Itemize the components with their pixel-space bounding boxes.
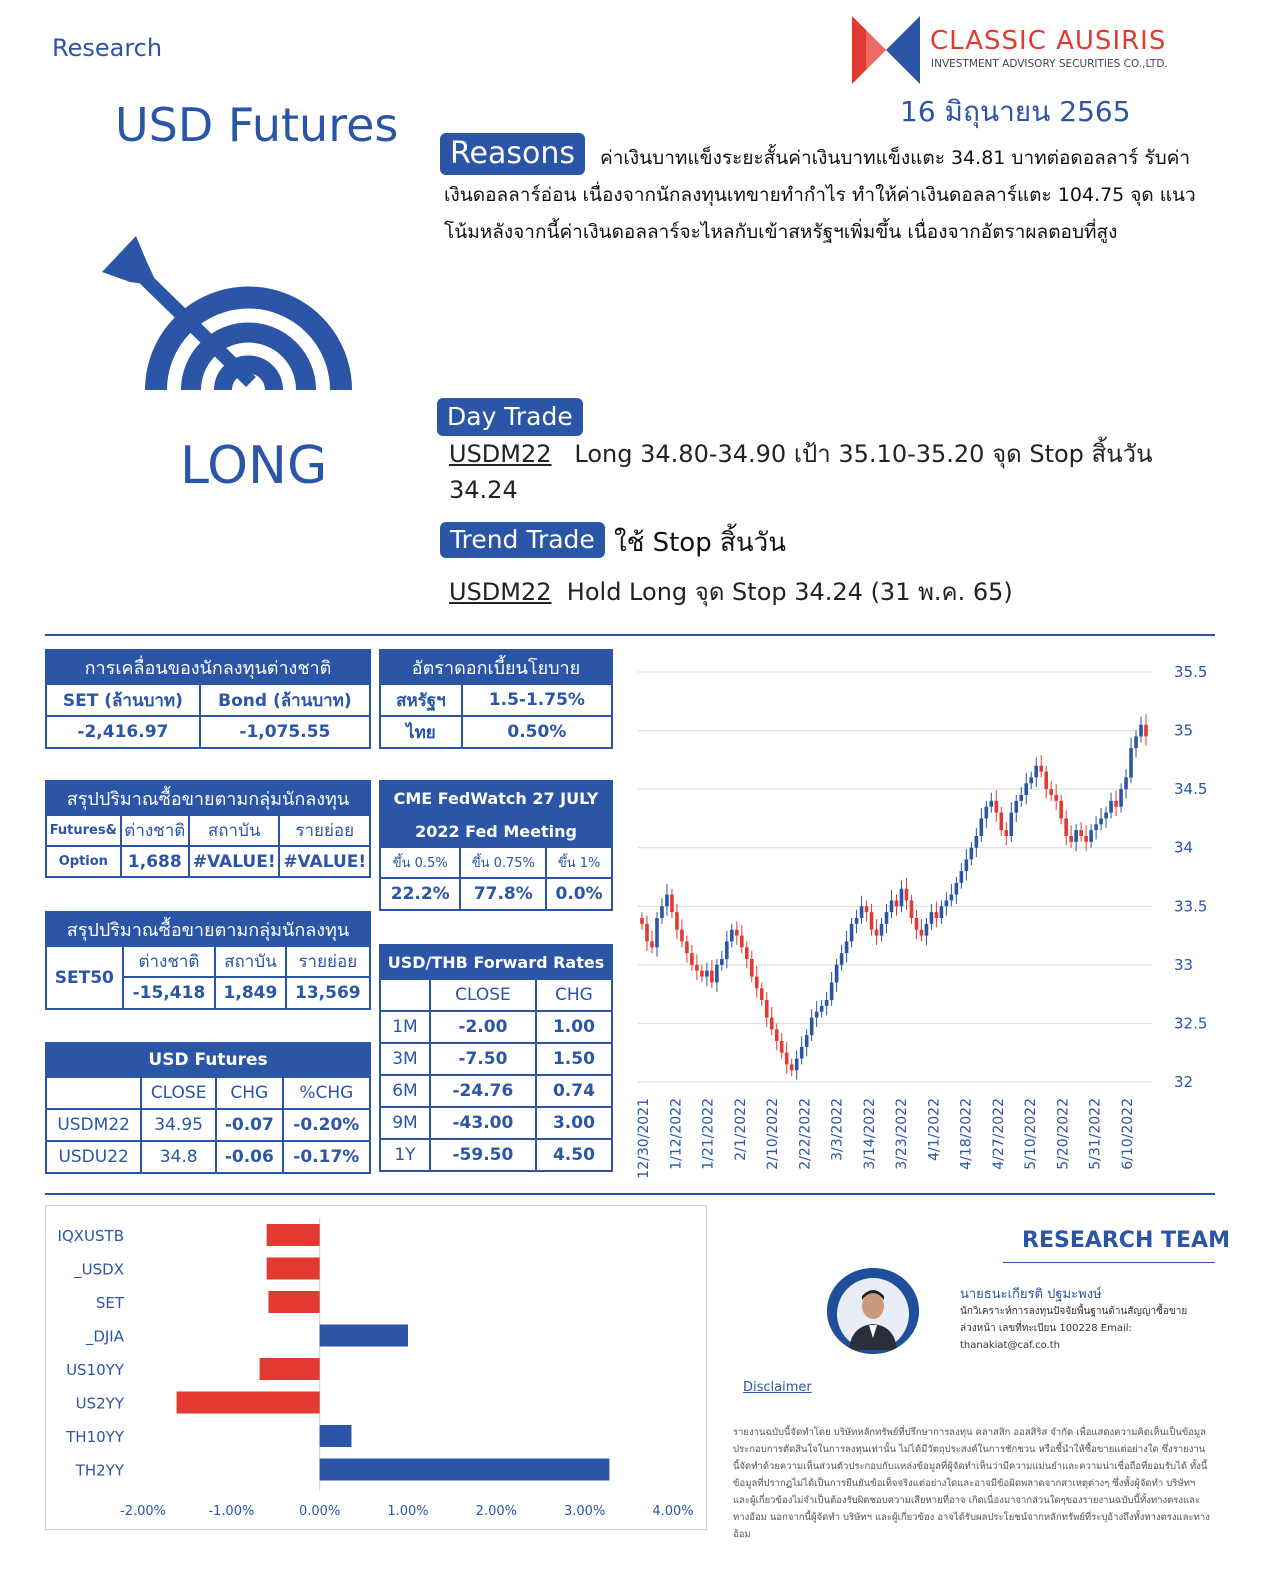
category-label: _USDX — [74, 1260, 124, 1279]
table-header: %CHG — [283, 1077, 370, 1109]
table-cell: 0.74 — [536, 1075, 612, 1107]
table-cell: 1.50 — [536, 1043, 612, 1075]
brand-name: CLASSIC AUSIRIS — [930, 26, 1167, 56]
candle-body — [955, 883, 959, 895]
candle-body — [1034, 766, 1038, 778]
x-tick-label: 12/30/2021 — [636, 1098, 652, 1179]
candle-body — [1094, 824, 1098, 830]
candle-body — [660, 906, 664, 918]
forward-rates-table — [379, 944, 613, 1172]
candle-body — [980, 818, 984, 836]
table-cell: ไทย — [380, 716, 462, 748]
y-tick-label: 35 — [1174, 721, 1194, 740]
candle-body — [1099, 818, 1103, 824]
x-tick-label: 6/10/2022 — [1120, 1098, 1136, 1170]
candle-body — [915, 918, 919, 930]
x-tick-label: 2.00% — [475, 1504, 517, 1519]
x-tick-label: 3/3/2022 — [829, 1098, 846, 1161]
candle-body — [800, 1047, 804, 1059]
y-tick-label: 32.5 — [1174, 1014, 1208, 1033]
table-header: ขึ้น 1% — [546, 847, 612, 878]
table-header: รายย่อย — [279, 815, 370, 846]
x-tick-label: 2/10/2022 — [765, 1098, 782, 1170]
table-cell: 34.95 — [141, 1109, 216, 1141]
candle-body — [750, 959, 754, 977]
candle-body — [1079, 830, 1083, 836]
candle-body — [1139, 725, 1143, 737]
candle-body — [1049, 789, 1053, 795]
table-cell: -0.20% — [283, 1109, 370, 1141]
table-title: USD Futures — [46, 1043, 370, 1077]
candle-body — [685, 941, 689, 953]
table-header — [46, 1077, 141, 1109]
candle-body — [900, 889, 904, 907]
table-cell: 1Y — [380, 1139, 430, 1171]
category-label: TH2YY — [75, 1461, 124, 1480]
candle-body — [745, 947, 749, 959]
table-cell: 13,569 — [286, 977, 370, 1009]
table-cell: 34.8 — [141, 1141, 216, 1173]
table-header: CHG — [216, 1077, 283, 1109]
x-tick-label: 3/23/2022 — [894, 1098, 911, 1170]
candle-body — [930, 912, 934, 924]
table-cell: 6M — [380, 1075, 430, 1107]
x-tick-label: 4/1/2022 — [926, 1098, 943, 1161]
category-label: US10YY — [66, 1361, 124, 1379]
candle-body — [1114, 801, 1118, 807]
table-header: CLOSE — [141, 1077, 216, 1109]
trend-trade-tag: Trend Trade — [440, 522, 605, 558]
table-cell: -59.50 — [430, 1139, 536, 1171]
candle-body — [1054, 795, 1058, 801]
candle-body — [845, 941, 849, 953]
bar — [267, 1224, 320, 1246]
table-title: การเคลื่อนของนักลงทุนต่างชาติ — [46, 650, 370, 684]
table-cell: 1.00 — [536, 1011, 612, 1043]
candle-body — [705, 971, 709, 977]
table-header: ต่างชาติ — [123, 946, 216, 977]
table-header: สถาบัน — [215, 946, 285, 977]
candle-body — [1074, 830, 1078, 842]
x-tick-label: 5/20/2022 — [1055, 1098, 1072, 1170]
target-arrow-icon — [96, 230, 356, 400]
table-cell: Futures& — [46, 815, 121, 846]
bar — [177, 1392, 320, 1414]
table-cell: USDM22 — [46, 1109, 141, 1141]
reasons-text: ค่าเงินบาทแข็งระยะสั้นค่าเงินบาทแข็งแตะ 34.81 บาทต่อดอลลาร์ รับค่าเงินดอลลาร์อ่อน เนื่องจากนักลงทุนเทขายทำกำไร ทำให้ค่าเงินดอลลาร์แตะ 104.75 จุด แนวโน้มหลังจากนี้ค่าเงินดอลลาร์จะไหลกับเข้าสหรัฐฯเพิ่มขึ้น เนื่องจากอัตราผลตอบที่สูง — [444, 147, 1196, 243]
candle-body — [1124, 777, 1128, 789]
candle-body — [985, 807, 989, 819]
candle-body — [810, 1018, 814, 1036]
candle-body — [785, 1053, 789, 1065]
day-trade-symbol: USDM22 — [449, 440, 552, 468]
foreign-flow-table — [45, 649, 371, 749]
category-label: US2YY — [75, 1394, 124, 1413]
candle-body — [755, 977, 759, 989]
table-cell: 22.2% — [380, 878, 460, 910]
y-tick-label: 35.5 — [1174, 663, 1208, 681]
candle-body — [775, 1029, 779, 1041]
candle-body — [920, 930, 924, 936]
bar — [320, 1425, 352, 1447]
candle-body — [835, 965, 839, 983]
table-subtitle: 2022 Fed Meeting — [380, 815, 612, 847]
category-label: IQXUSTB — [57, 1227, 124, 1245]
report-date: 16 มิถุนายน 2565 — [900, 95, 1131, 128]
candle-body — [650, 941, 654, 947]
page-title: USD Futures — [115, 98, 399, 152]
candle-body — [665, 895, 669, 907]
table-header: CLOSE — [430, 979, 536, 1011]
x-tick-label: 0.00% — [299, 1504, 341, 1519]
candle-body — [1134, 736, 1138, 748]
candle-body — [710, 971, 714, 983]
candle-body — [715, 965, 719, 983]
brand-subtitle: INVESTMENT ADVISORY SECURITIES CO.,LTD. — [931, 58, 1168, 70]
table-cell: 1,688 — [121, 846, 189, 877]
table-cell: 4.50 — [536, 1139, 612, 1171]
candle-body — [965, 859, 969, 871]
table-cell: -0.06 — [216, 1141, 283, 1173]
candle-body — [895, 900, 899, 906]
candle-body — [740, 936, 744, 948]
candle-body — [680, 930, 684, 942]
table-cell: 0.0% — [546, 878, 612, 910]
bar — [260, 1358, 320, 1380]
trend-trade-text: Hold Long จุด Stop 34.24 (31 พ.ค. 65) — [566, 578, 1013, 606]
candle-body — [1129, 748, 1133, 777]
bar — [320, 1459, 610, 1481]
candle-body — [735, 930, 739, 936]
section-label: Research — [52, 34, 163, 62]
candle-body — [730, 930, 734, 942]
trend-trade-line — [449, 572, 1013, 611]
candle-body — [994, 801, 998, 813]
candle-body — [885, 912, 889, 924]
market-change-bar-chart — [46, 1206, 708, 1531]
candle-body — [880, 924, 884, 936]
candle-body — [875, 930, 879, 936]
analyst-avatar-icon — [827, 1268, 919, 1354]
x-tick-label: 4/18/2022 — [958, 1098, 975, 1170]
x-tick-label: -2.00% — [120, 1504, 166, 1519]
x-tick-label: 4.00% — [652, 1504, 694, 1519]
x-tick-label: 5/10/2022 — [1023, 1098, 1040, 1170]
x-tick-label: 1/21/2022 — [700, 1098, 717, 1170]
table-header: รายย่อย — [286, 946, 370, 977]
candle-body — [645, 924, 649, 942]
candle-body — [670, 895, 674, 913]
candle-body — [1064, 818, 1068, 836]
set50-flow-table — [45, 911, 371, 1010]
candle-body — [905, 889, 909, 901]
table-title: อัตราดอกเบี้ยนโยบาย — [380, 650, 612, 684]
x-tick-label: 3/14/2022 — [861, 1098, 878, 1170]
candle-body — [805, 1035, 809, 1047]
candle-body — [1069, 836, 1073, 842]
table-cell: -2.00 — [430, 1011, 536, 1043]
candle-body — [1009, 813, 1013, 836]
candle-body — [640, 918, 644, 924]
candle-body — [815, 1012, 819, 1018]
company-logo-icon — [852, 16, 920, 84]
candle-body — [1089, 830, 1093, 842]
candle-body — [865, 906, 869, 912]
table-header: ขึ้น 0.75% — [460, 847, 546, 878]
candle-body — [1044, 772, 1048, 790]
candle-body — [999, 813, 1003, 831]
divider-top — [45, 634, 1215, 636]
candle-body — [820, 1006, 824, 1012]
candle-body — [1104, 813, 1108, 819]
day-trade-tag: Day Trade — [437, 398, 583, 436]
candle-body — [760, 988, 764, 1000]
policy-rate-table — [379, 649, 613, 749]
table-title: สรุปปริมาณซื้อขายตามกลุ่มนักลงทุน — [46, 912, 370, 946]
candle-body — [1004, 830, 1008, 836]
category-label: TH10YY — [66, 1428, 124, 1446]
position-signal: LONG — [180, 436, 328, 496]
candle-body — [940, 906, 944, 918]
table-cell: -7.50 — [430, 1043, 536, 1075]
usd-candlestick-chart — [632, 650, 1220, 1182]
candle-body — [1109, 801, 1113, 813]
disclaimer-link[interactable]: Disclaimer — [743, 1380, 812, 1395]
candle-body — [700, 971, 704, 977]
x-tick-label: 5/31/2022 — [1087, 1098, 1104, 1170]
divider-bottom — [45, 1193, 1215, 1195]
trend-trade-note: ใช้ Stop สิ้นวัน — [614, 528, 786, 558]
table-cell: -43.00 — [430, 1107, 536, 1139]
bar — [268, 1291, 319, 1313]
candle-body — [720, 959, 724, 965]
candle-body — [770, 1018, 774, 1030]
candle-body — [795, 1059, 799, 1071]
y-tick-label: 34.5 — [1174, 780, 1208, 799]
table-header: ขึ้น 0.5% — [380, 847, 460, 878]
usd-futures-table — [45, 1042, 371, 1174]
candle-body — [1059, 801, 1063, 819]
candle-body — [890, 900, 894, 912]
candle-body — [910, 900, 914, 918]
candle-body — [1119, 789, 1123, 807]
table-cell: -0.07 — [216, 1109, 283, 1141]
category-label: SET — [95, 1294, 124, 1312]
table-title: CME FedWatch 27 JULY — [380, 781, 612, 815]
table-cell: 1M — [380, 1011, 430, 1043]
candle-body — [1019, 795, 1023, 801]
table-cell: -15,418 — [123, 977, 216, 1009]
y-tick-label: 34 — [1174, 838, 1194, 857]
table-title: สรุปปริมาณซื้อขายตามกลุ่มนักลงทุน — [46, 781, 370, 815]
candle-body — [870, 912, 874, 930]
candle-body — [960, 871, 964, 883]
table-cell: Option — [46, 846, 121, 877]
candle-body — [690, 953, 694, 965]
candle-body — [765, 1000, 769, 1018]
reasons-tag: Reasons — [440, 133, 585, 175]
y-tick-label: 32 — [1174, 1073, 1194, 1091]
candle-body — [780, 1041, 784, 1053]
table-header — [380, 979, 430, 1011]
candle-body — [840, 953, 844, 965]
candle-body — [790, 1064, 794, 1070]
candle-body — [855, 918, 859, 924]
candle-body — [950, 895, 954, 901]
table-title: USD/THB Forward Rates — [380, 945, 612, 979]
candle-body — [1144, 725, 1148, 737]
table-cell: สหรัฐฯ — [380, 684, 462, 716]
day-trade-line — [449, 436, 1189, 508]
candle-body — [970, 848, 974, 860]
table-cell: -1,075.55 — [200, 716, 370, 748]
table-cell: #VALUE! — [189, 846, 280, 877]
day-trade-text: Long 34.80-34.90 เป้า 35.10-35.20 จุด Stop สิ้นวัน 34.24 — [449, 440, 1153, 504]
disclaimer-text: รายงานฉบับนี้จัดทำโดย บริษัทหลักทรัพย์ที่ปรึกษาการลงทุน คลาสสิก ออสสิริส จำกัด เพื่อแสดงความคิดเห็นเป็นข้อมูลประกอบการตัดสินใจในการลงทุนเท่านั้น ไม่ได้มีวัตถุประสงค์ในการชักชวน หรือชี้นำให้ซื้อขายแต่อย่างใด ซึ่งรายงานนี้จัดทำด้วยความเห็นส่วนตัวประกอบกับแหล่งข้อมูลที่ผู้จัดทำเห็นว่ามีความแม่นยำและความน่าเชื่อถือที่ยอมรับได้ ทั้งนี้ข้อมูลที่ปรากฏไม่ได้เป็นการยืนยันข้อเท็จจริงแต่อย่างใดและอาจมีข้อผิดพลาดจากสาเหตุต่างๆ ซึ่งทั้งผู้จัดทำ บริษัทฯ และผู้เกี่ยวข้องไม่จำเป็นต้องรับผิดชอบความเสียหายที่อาจ เกิดเนื่องมาจากส่วนใดๆของรายงานฉบับนี้ทั้งทางตรงและทางอ้อม นอกจากนี้ผู้จัดทำ บริษัทฯ และผู้เกี่ยวข้อง อาจได้รับผลประโยชน์จากหลักทรัพย์ที่ระบุอ้างถึงทั้งทางตรงและทางอ้อม — [733, 1427, 1210, 1540]
x-tick-label: 1.00% — [387, 1504, 429, 1519]
candle-body — [925, 924, 929, 936]
table-cell: SET50 — [46, 946, 123, 1009]
table-header: สถาบัน — [189, 815, 280, 846]
candle-body — [825, 1000, 829, 1006]
table-cell: 1,849 — [215, 977, 285, 1009]
market-change-chart-frame — [45, 1205, 707, 1530]
table-cell: 1.5-1.75% — [462, 684, 612, 716]
candle-body — [830, 982, 834, 1000]
table-cell: #VALUE! — [279, 846, 370, 877]
x-tick-label: 1/12/2022 — [668, 1098, 685, 1170]
y-tick-label: 33 — [1174, 955, 1194, 974]
category-label: _DJIA — [85, 1327, 124, 1346]
fedwatch-table — [379, 780, 613, 911]
table-cell: 0.50% — [462, 716, 612, 748]
table-cell: -24.76 — [430, 1075, 536, 1107]
table-cell: USDU22 — [46, 1141, 141, 1173]
table-cell: -0.17% — [283, 1141, 370, 1173]
candle-body — [1039, 766, 1043, 772]
table-header: SET (ล้านบาท) — [46, 684, 200, 716]
trend-trade-symbol: USDM22 — [449, 578, 552, 606]
candle-body — [725, 941, 729, 959]
candle-body — [695, 965, 699, 971]
candle-body — [1029, 777, 1033, 783]
bar — [267, 1258, 320, 1280]
x-tick-label: -1.00% — [208, 1504, 255, 1519]
x-tick-label: 2/1/2022 — [732, 1098, 749, 1161]
candle-body — [1084, 836, 1088, 842]
analyst-description: นักวิเคราะห์การลงทุนปัจจัยพื้นฐานด้านสัญญาซื้อขายล่วงหน้า เลขที่ทะเบียน 100228 Email: thanakiat@caf.co.th — [960, 1306, 1188, 1351]
candle-body — [1024, 783, 1028, 795]
table-cell: 3.00 — [536, 1107, 612, 1139]
y-tick-label: 33.5 — [1174, 897, 1208, 916]
candle-body — [945, 900, 949, 906]
x-tick-label: 2/22/2022 — [797, 1098, 814, 1170]
candle-body — [675, 912, 679, 930]
bar — [320, 1325, 408, 1347]
candle-body — [935, 912, 939, 918]
table-cell: -2,416.97 — [46, 716, 200, 748]
research-team-title: RESEARCH TEAM — [1022, 1228, 1230, 1253]
candle-body — [860, 906, 864, 918]
table-header: CHG — [536, 979, 612, 1011]
table-header: ต่างชาติ — [121, 815, 189, 846]
futures-flow-table — [45, 780, 371, 878]
candle-body — [990, 801, 994, 807]
x-tick-label: 3.00% — [564, 1504, 606, 1519]
candle-body — [975, 836, 979, 848]
table-cell: 3M — [380, 1043, 430, 1075]
table-cell: 77.8% — [460, 878, 546, 910]
candle-body — [850, 924, 854, 942]
table-header: Bond (ล้านบาท) — [200, 684, 370, 716]
table-cell: 9M — [380, 1107, 430, 1139]
analyst-name: นายธนะเกียรติ ปฐมะพงษ์ — [960, 1287, 1102, 1302]
research-team-underline — [1003, 1262, 1215, 1263]
candle-body — [655, 918, 659, 947]
x-tick-label: 4/27/2022 — [990, 1098, 1007, 1170]
candle-body — [1014, 801, 1018, 813]
